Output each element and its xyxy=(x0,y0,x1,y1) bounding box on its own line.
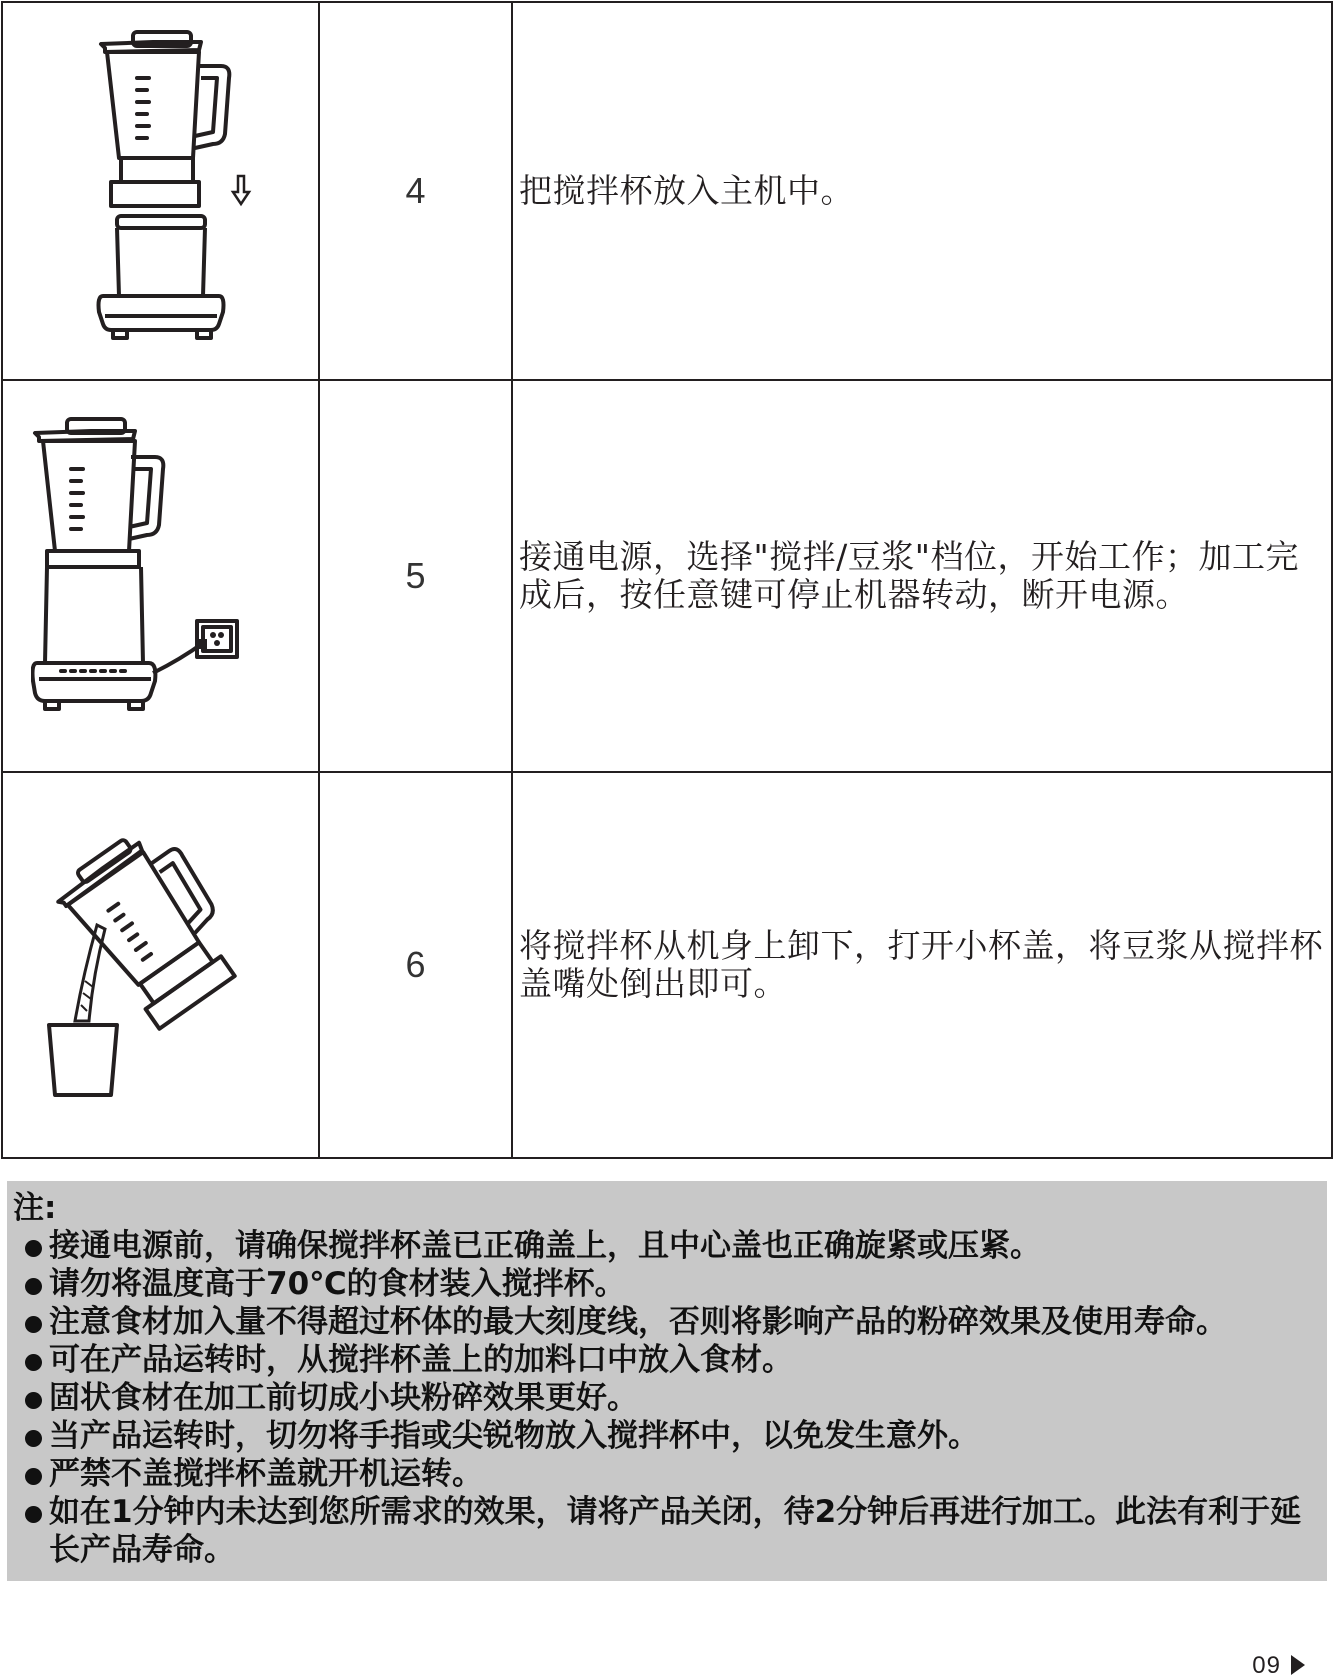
list-item: 请勿将温度高于70℃的食材装入搅拌杯。 xyxy=(13,1265,1317,1303)
step-instruction: 把搅拌杯放入主机中。 xyxy=(512,2,1332,380)
list-item: 严禁不盖搅拌杯盖就开机运转。 xyxy=(13,1455,1317,1493)
step-number: 6 xyxy=(319,772,512,1158)
step-row-4 xyxy=(2,2,1332,380)
step-illustration-cell xyxy=(2,380,319,772)
list-item: 如在1分钟内未达到您所需求的效果，请将产品关闭，待2分钟后再进行加工。此法有利于延长产品寿命。 xyxy=(13,1493,1317,1569)
bullet-icon xyxy=(25,1506,42,1523)
step-row-6 xyxy=(2,772,1332,1158)
bullet-icon xyxy=(25,1354,42,1371)
bullet-icon xyxy=(25,1278,42,1295)
assembled-blender-plugged-icon xyxy=(31,411,291,741)
list-item: 可在产品运转时，从搅拌杯盖上的加料口中放入食材。 xyxy=(13,1341,1317,1379)
pouring-jug-into-cup-icon xyxy=(11,805,311,1125)
notes-list xyxy=(13,1227,1317,1569)
list-item: 注意食材加入量不得超过杯体的最大刻度线，否则将影响产品的粉碎效果及使用寿命。 xyxy=(13,1303,1317,1341)
step-instruction: 接通电源，选择"搅拌/豆浆"档位，开始工作；加工完成后，按任意键可停止机器转动，断开电源。 xyxy=(512,380,1332,772)
page-number: 09 xyxy=(1252,1652,1305,1680)
list-item: 接通电源前，请确保搅拌杯盖已正确盖上，且中心盖也正确旋紧或压紧。 xyxy=(13,1227,1317,1265)
bullet-icon xyxy=(25,1392,42,1409)
next-page-arrow-icon xyxy=(1291,1655,1305,1675)
steps-table xyxy=(1,1,1333,1159)
bullet-icon xyxy=(25,1430,42,1447)
step-illustration-cell xyxy=(2,772,319,1158)
step-number: 5 xyxy=(319,380,512,772)
notes-box xyxy=(7,1181,1327,1581)
notes-title: 注: xyxy=(13,1190,57,1226)
list-item: 固状食材在加工前切成小块粉碎效果更好。 xyxy=(13,1379,1317,1417)
step-number: 4 xyxy=(319,2,512,380)
bullet-icon xyxy=(25,1240,42,1257)
step-instruction: 将搅拌杯从机身上卸下，打开小杯盖，将豆浆从搅拌杯盖嘴处倒出即可。 xyxy=(512,772,1332,1158)
bullet-icon xyxy=(25,1468,42,1485)
bullet-icon xyxy=(25,1316,42,1333)
step-illustration-cell xyxy=(2,2,319,380)
blender-jug-above-base-icon xyxy=(61,26,261,356)
step-row-5 xyxy=(2,380,1332,772)
list-item: 当产品运转时，切勿将手指或尖锐物放入搅拌杯中，以免发生意外。 xyxy=(13,1417,1317,1455)
